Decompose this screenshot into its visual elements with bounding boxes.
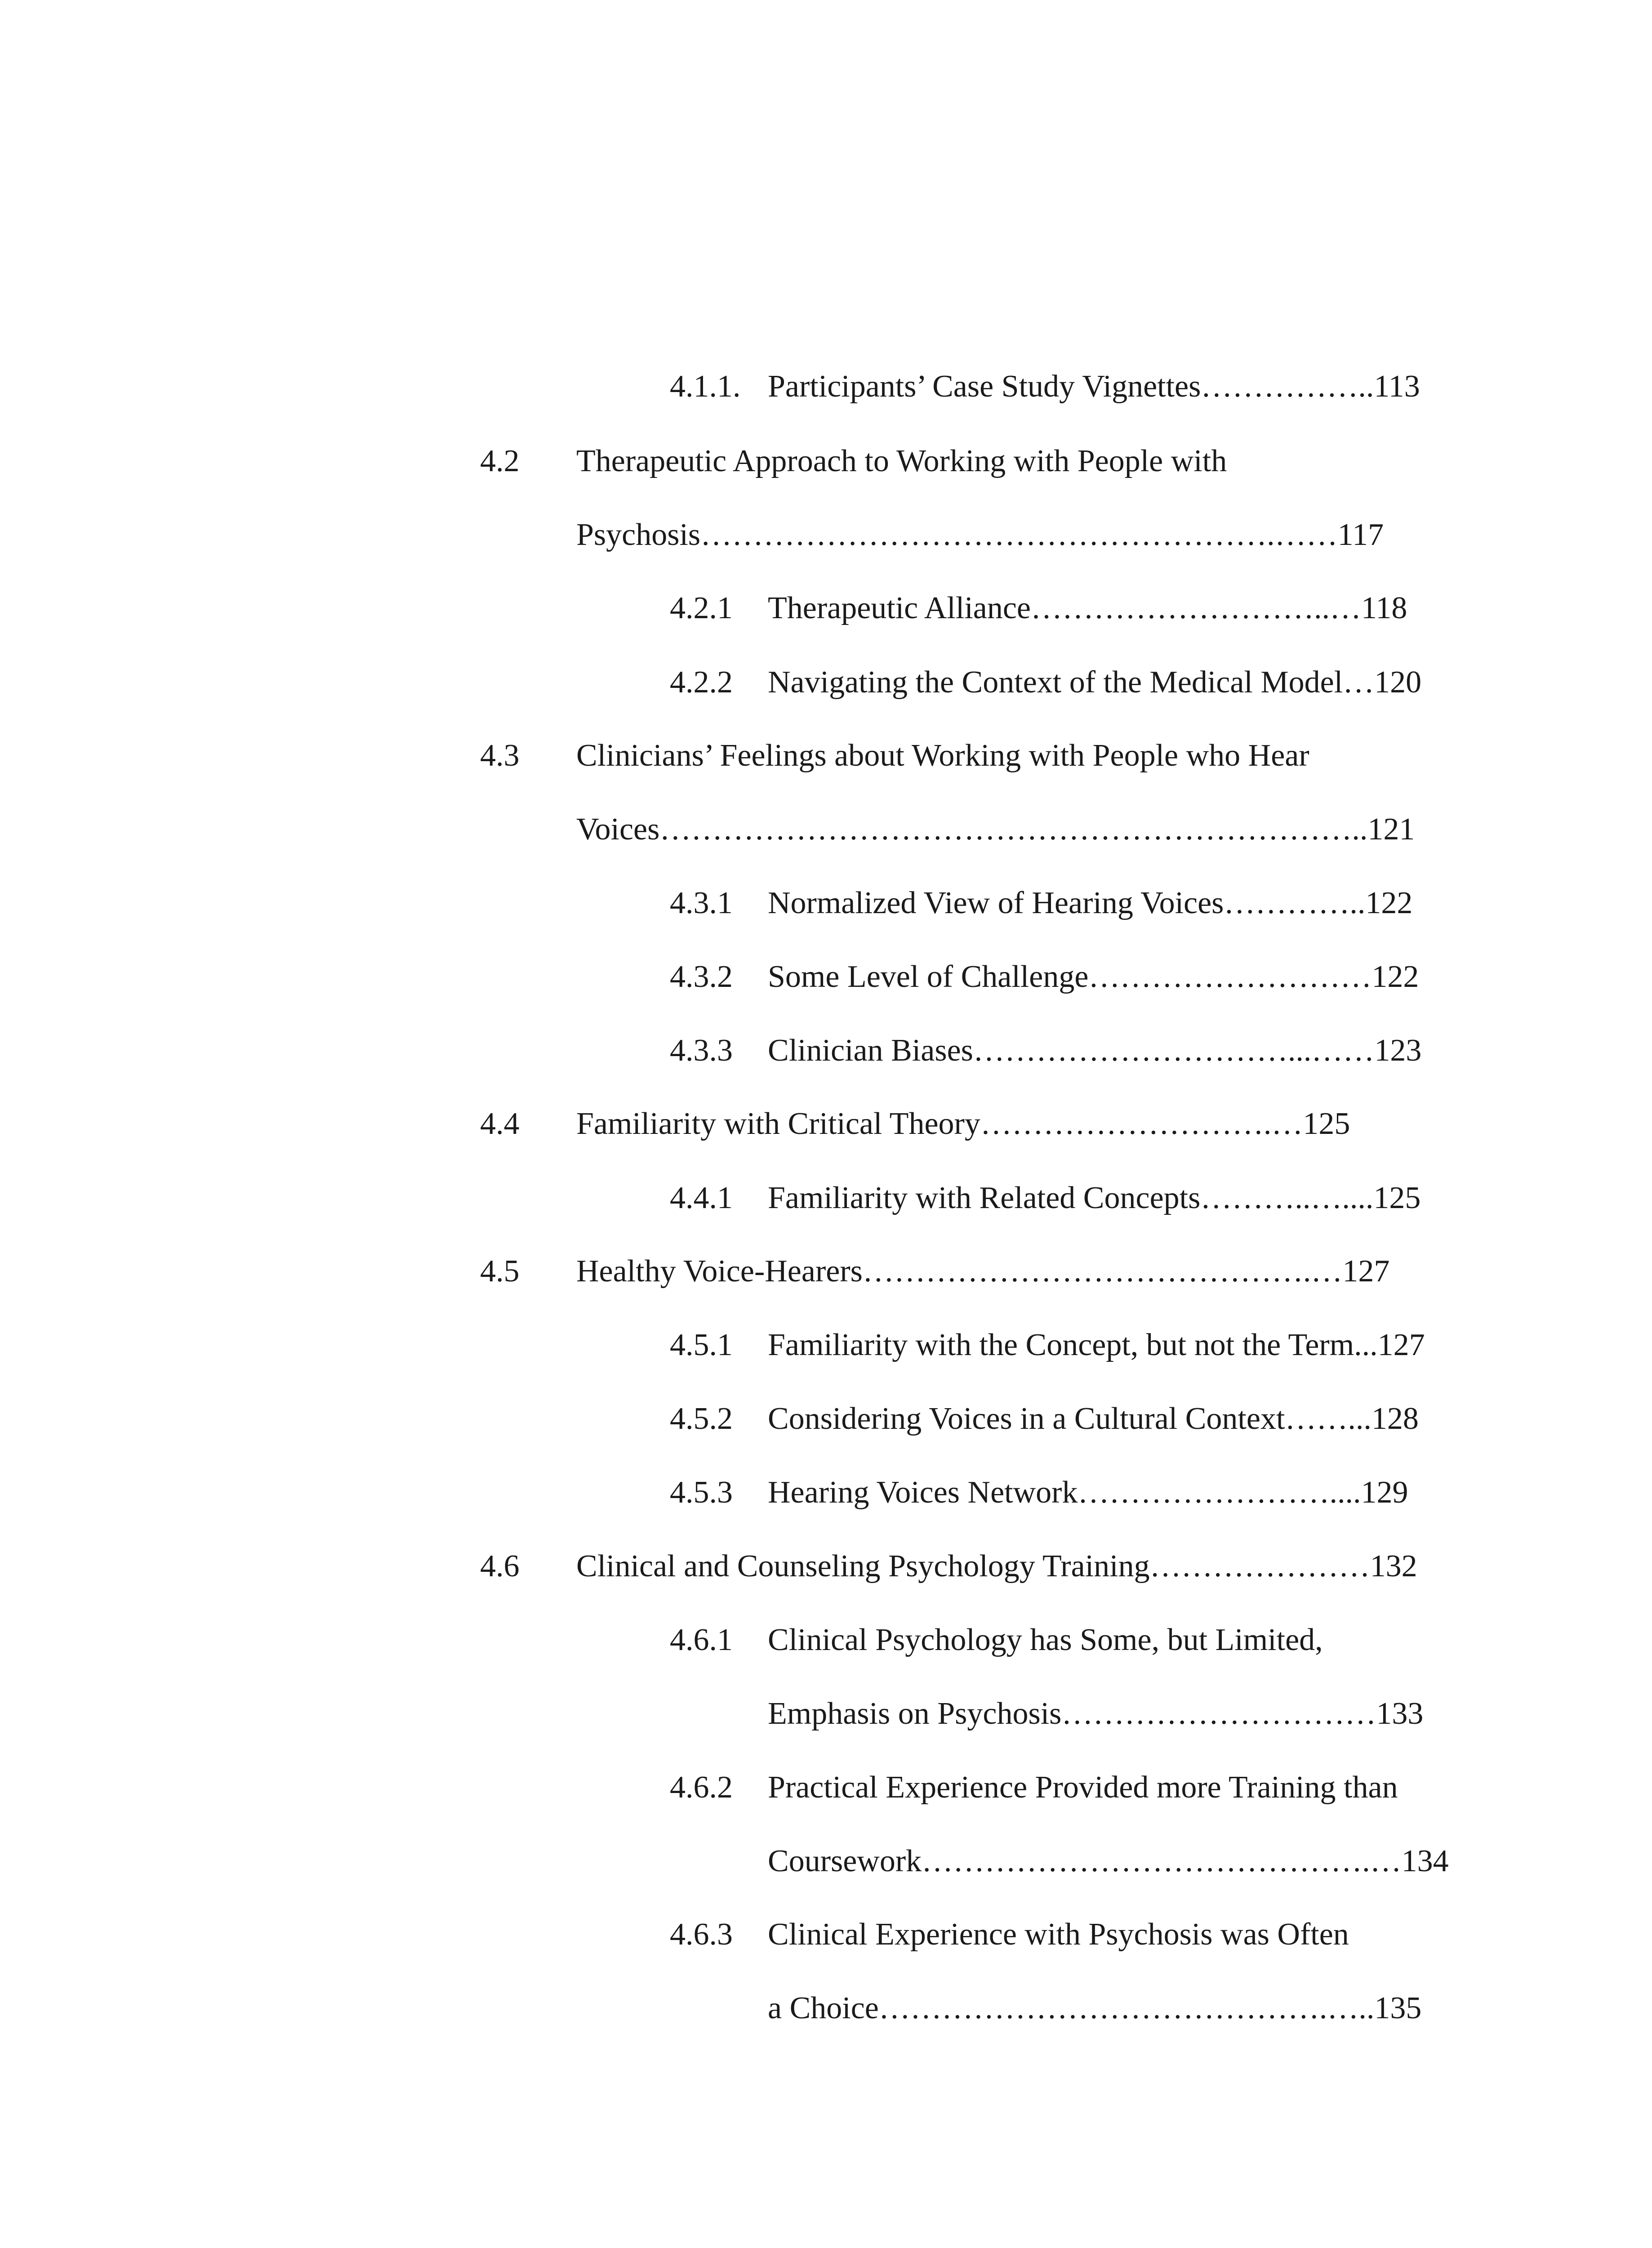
toc-number-4-5-3: 4.5.3 xyxy=(670,1475,733,1510)
toc-number-4-4: 4.4 xyxy=(480,1106,520,1141)
toc-number-4-3: 4.3 xyxy=(480,738,520,773)
toc-number-4-3-3: 4.3.3 xyxy=(670,1033,733,1068)
toc-number-4-1-1: 4.1.1. xyxy=(670,369,741,404)
toc-entry-4-2-1: Therapeutic Alliance………………………..…118 xyxy=(768,591,1407,625)
toc-entry-4-2-line2: Psychosis……………………………………………….……117 xyxy=(576,517,1384,552)
toc-entry-4-4: Familiarity with Critical Theory……………………….…125 xyxy=(576,1106,1350,1141)
toc-entry-4-6-2-line2: Coursework…………………………………….…134 xyxy=(768,1844,1449,1878)
toc-entry-4-3-line1: Clinicians’ Feelings about Working with People who Hear xyxy=(576,738,1309,773)
toc-entry-4-3-1: Normalized View of Hearing Voices…………..122 xyxy=(768,886,1413,920)
toc-entry-4-1-1: Participants’ Case Study Vignettes……………..113 xyxy=(768,369,1420,404)
toc-entry-4-6-1-line2: Emphasis on Psychosis…………………………133 xyxy=(768,1696,1424,1731)
toc-number-4-3-2: 4.3.2 xyxy=(670,959,733,994)
toc-entry-4-5-1: Familiarity with the Concept, but not the Term...127 xyxy=(768,1328,1425,1362)
toc-entry-4-5-2: Considering Voices in a Cultural Context……...128 xyxy=(768,1401,1419,1436)
toc-number-4-3-1: 4.3.1 xyxy=(670,886,733,920)
toc-entry-4-3-2: Some Level of Challenge………………………122 xyxy=(768,959,1419,994)
toc-entry-4-6-1-line1: Clinical Psychology has Some, but Limited, xyxy=(768,1623,1323,1657)
toc-entry-4-2-line1: Therapeutic Approach to Working with People with xyxy=(576,444,1227,478)
toc-entry-4-6-3-line1: Clinical Experience with Psychosis was Often xyxy=(768,1917,1349,1952)
toc-entry-4-5: Healthy Voice-Hearers…………………………………….…127 xyxy=(576,1254,1390,1289)
toc-entry-4-2-2: Navigating the Context of the Medical Model…120 xyxy=(768,665,1422,700)
toc-entry-4-3-line2: Voices…………………………………………………………..121 xyxy=(576,812,1415,847)
toc-number-4-6-2: 4.6.2 xyxy=(670,1770,733,1805)
toc-number-4-5-1: 4.5.1 xyxy=(670,1328,733,1362)
toc-number-4-6-1: 4.6.1 xyxy=(670,1623,733,1657)
toc-number-4-2-1: 4.2.1 xyxy=(670,591,733,625)
toc-number-4-6-3: 4.6.3 xyxy=(670,1917,733,1952)
toc-entry-4-6-2-line1: Practical Experience Provided more Training than xyxy=(768,1770,1398,1805)
toc-entry-4-6-3-line2: a Choice…………………………………….…..135 xyxy=(768,1991,1422,2025)
toc-entry-4-4-1: Familiarity with Related Concepts………..…....125 xyxy=(768,1181,1421,1215)
toc-entry-4-5-3: Hearing Voices Network……………………....129 xyxy=(768,1475,1408,1510)
toc-number-4-5: 4.5 xyxy=(480,1254,520,1289)
toc-number-4-6: 4.6 xyxy=(480,1549,520,1583)
toc-entry-4-3-3: Clinician Biases…………………………...……123 xyxy=(768,1033,1422,1068)
toc-number-4-2: 4.2 xyxy=(480,444,520,478)
toc-entry-4-6: Clinical and Counseling Psychology Training…………………132 xyxy=(576,1549,1417,1583)
toc-number-4-2-2: 4.2.2 xyxy=(670,665,733,700)
toc-number-4-4-1: 4.4.1 xyxy=(670,1181,733,1215)
toc-number-4-5-2: 4.5.2 xyxy=(670,1401,733,1436)
